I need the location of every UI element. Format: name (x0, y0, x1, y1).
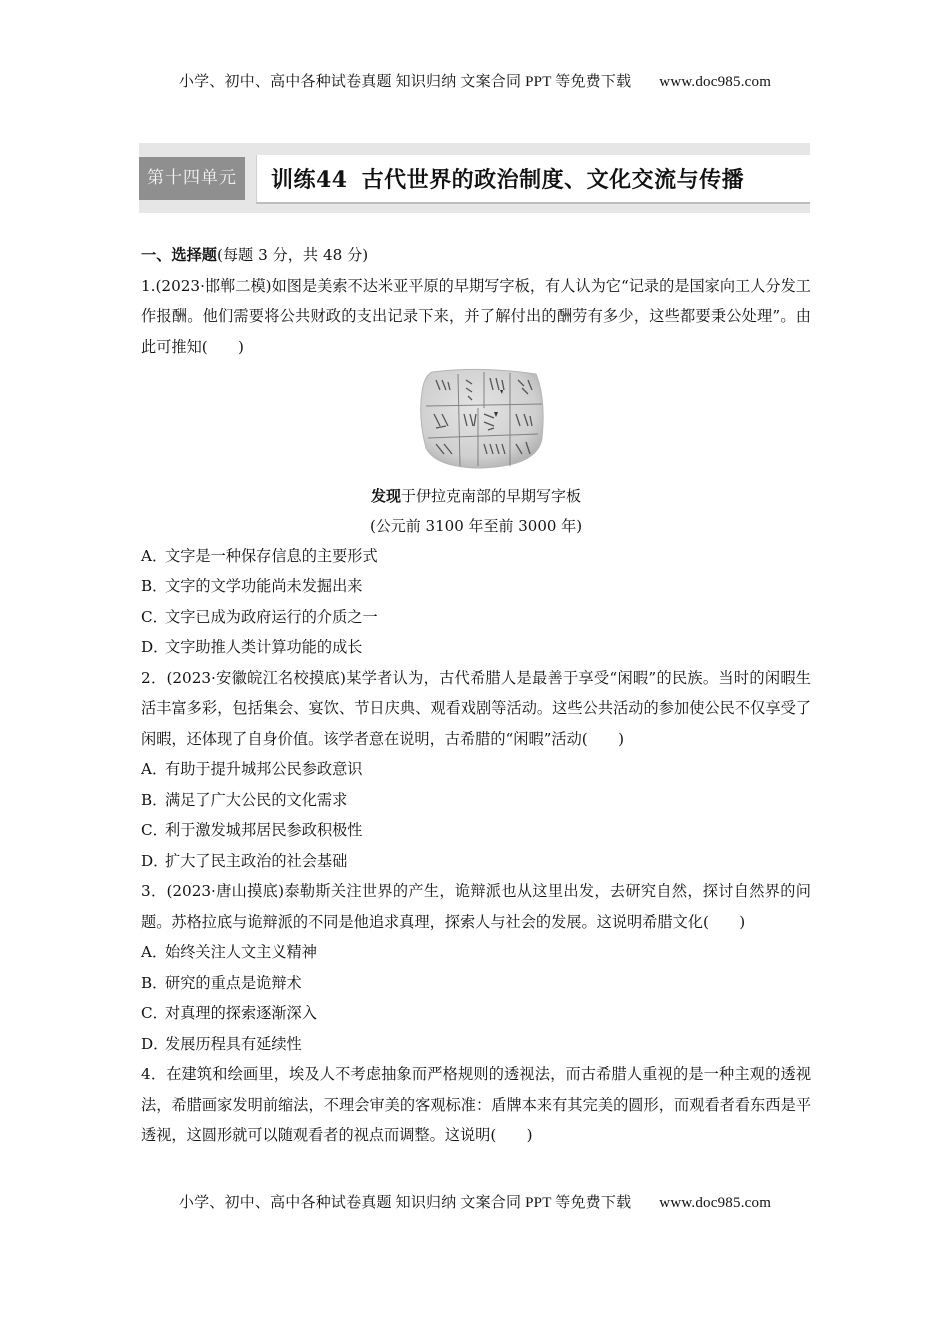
option-a[interactable] (141, 541, 811, 572)
option-a[interactable] (141, 937, 811, 968)
question-2 (141, 663, 811, 755)
option-c[interactable] (141, 815, 811, 846)
question-1 (141, 271, 811, 363)
question-source: (2023·安徽皖江名校摸底) (166, 668, 346, 687)
figure-caption (141, 481, 811, 511)
figure-caption-date: (公元前 3100 年至前 3000 年) (369, 516, 583, 535)
question-stem: 某学者认为，古代希腊人是最善于享受“闲暇”的民族。当时的闲暇生活丰富多彩，包括集会、宴饮、节日庆典、观看戏剧等活动。这些公共活动的参加使公民不仅享受了闲暇，还体现了自身价值。该学者意在说明，古希腊的“闲暇”活动( ) (141, 668, 811, 748)
option-text: 发展历程具有延续性 (165, 1034, 302, 1053)
option-letter: B． (141, 577, 168, 595)
option-b[interactable] (141, 571, 811, 602)
option-text: 始终关注人文主义精神 (165, 943, 317, 961)
footer-watermark-site: www.doc985.com (659, 1195, 772, 1211)
question-number: 4． (141, 1065, 167, 1083)
lesson-title: 古代世界的政治制度、文化交流与传播 (361, 167, 745, 193)
option-text: 对真理的探索逐渐深入 (165, 1004, 317, 1022)
option-c[interactable] (141, 602, 811, 633)
option-letter: D． (141, 638, 169, 656)
document-body (141, 240, 811, 1151)
title-box (256, 155, 810, 204)
question-source: (2023·唐山摸底) (166, 882, 285, 900)
option-letter: A． (141, 943, 168, 961)
option-b[interactable] (141, 968, 811, 999)
option-text: 利于激发城邦居民参政积极性 (165, 821, 363, 839)
question-number: 2． (141, 668, 167, 687)
question-stem: 泰勒斯关注世界的产生，诡辩派也从这里出发，去研究自然，探讨自然界的问题。苏格拉底与诡辩派的不同是他追求真理，探索人与社会的发展。这说明希腊文化( ) (141, 882, 811, 931)
option-d[interactable] (141, 846, 811, 877)
option-letter: D． (141, 851, 169, 870)
header-watermark (0, 70, 950, 91)
footer-watermark (0, 1191, 950, 1212)
page-title (271, 163, 744, 194)
option-c[interactable] (141, 998, 811, 1029)
section-heading-label: 一、选择题 (141, 246, 217, 264)
option-a[interactable] (141, 754, 811, 785)
option-text: 满足了广大公民的文化需求 (165, 790, 348, 809)
option-text: 有助于提升城邦公民参政意识 (165, 760, 363, 778)
unit-banner (139, 143, 810, 213)
section-heading (141, 240, 811, 271)
option-letter: A． (141, 760, 168, 778)
option-text: 文字的文学功能尚未发掘出来 (165, 577, 363, 595)
option-text: 扩大了民主政治的社会基础 (165, 851, 348, 870)
option-letter: C． (141, 607, 168, 626)
question-stem: 在建筑和绘画里，埃及人不考虑抽象而严格规则的透视法，而古希腊人重视的是一种主观的透视法，希腊画家发明前缩法，不理会审美的客观标准：盾牌本来有其完美的圆形，而观看者看东西是平透视，这圆形就可以随观看者的视点而调整。这说明( ) (141, 1065, 812, 1144)
question-source: (2023·邯郸二模) (155, 276, 272, 295)
option-b[interactable] (141, 785, 811, 816)
figure-caption-rest: 于伊拉克南部的早期写字板 (401, 486, 582, 505)
option-d[interactable] (141, 632, 811, 663)
question-3 (141, 876, 811, 937)
option-text: 文字已成为政府运行的介质之一 (165, 607, 378, 626)
unit-tag: 第十四单元 (139, 157, 245, 200)
lesson-number: 训练44 (271, 167, 348, 193)
question-number: 1. (141, 276, 156, 295)
question-stem: 如图是美索不达米亚平原的早期写字板，有人认为它“记录的是国家向工人分发工作报酬。他们需要将公共财政的支出记录下来，并了解付出的酬劳有多少，这些都要秉公处理”。由此可推知( ) (141, 276, 811, 356)
option-d[interactable] (141, 1029, 811, 1060)
option-letter: C． (141, 821, 168, 839)
option-letter: B． (141, 973, 168, 992)
question-1-figure (141, 368, 811, 481)
question-4 (141, 1059, 811, 1151)
option-text: 文字是一种保存信息的主要形式 (165, 546, 378, 565)
option-letter: B． (141, 790, 168, 809)
option-text: 文字助推人类计算功能的成长 (165, 638, 363, 656)
option-text: 研究的重点是诡辩术 (165, 973, 302, 992)
footer-watermark-text: 小学、初中、高中各种试卷真题 知识归纳 文案合同 PPT 等免费下载 (178, 1195, 632, 1211)
header-watermark-site: www.doc985.com (659, 74, 772, 90)
header-watermark-text: 小学、初中、高中各种试卷真题 知识归纳 文案合同 PPT 等免费下载 (178, 74, 632, 90)
option-letter: C． (141, 1004, 168, 1022)
cuneiform-tablet-image (418, 368, 546, 470)
question-number: 3． (141, 882, 167, 900)
figure-caption-bold: 发现 (370, 486, 401, 505)
section-heading-note: (每题 3 分，共 48 分) (216, 246, 369, 264)
option-letter: A． (141, 546, 168, 565)
option-letter: D． (141, 1034, 169, 1053)
